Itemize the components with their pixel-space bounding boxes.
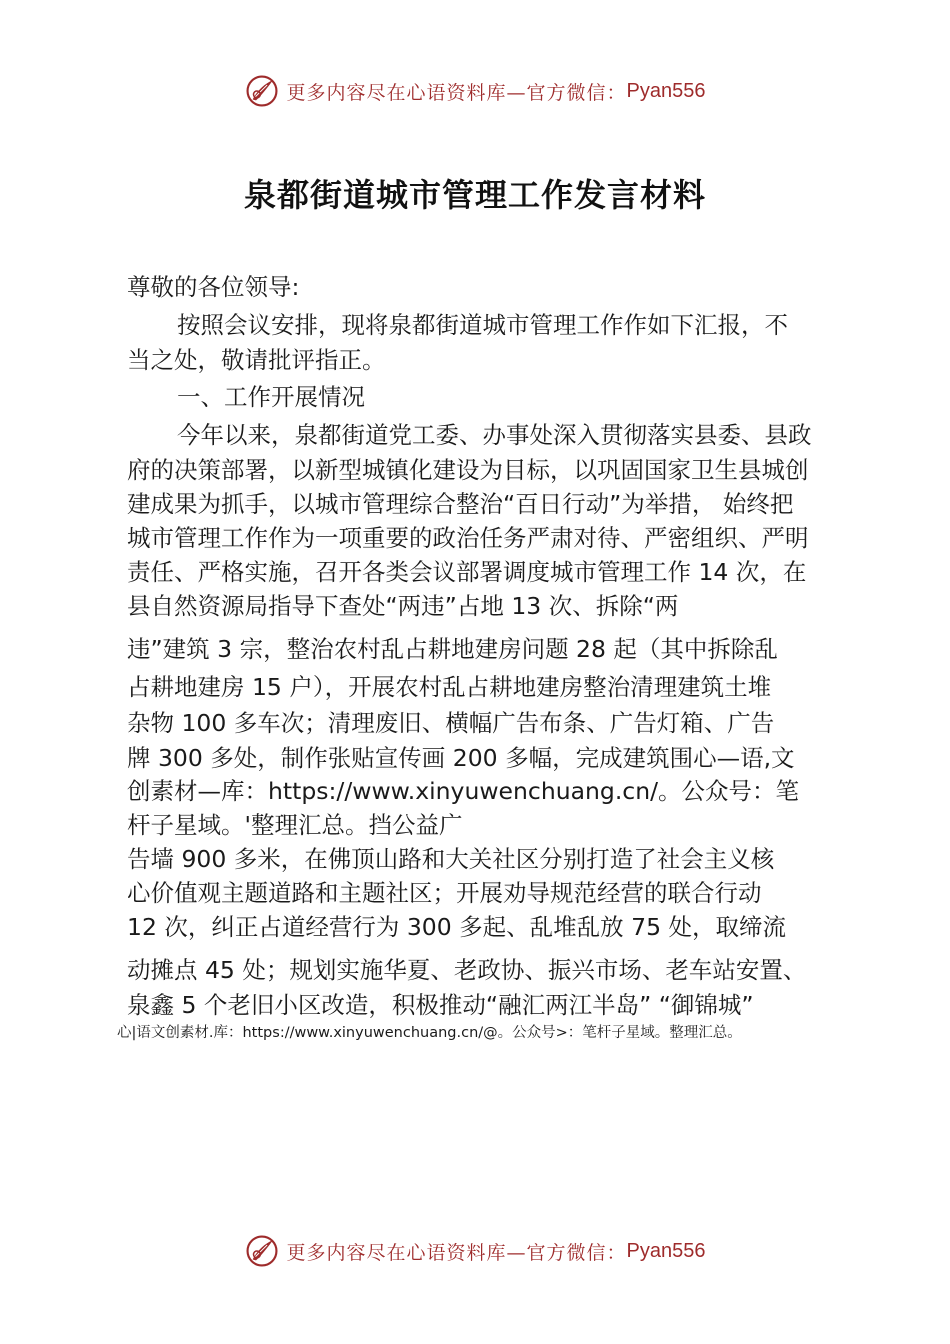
banner-wechat-id: Pyan556 <box>626 1239 706 1262</box>
body-line: 责任、严格实施，召开各类会议部署调度城市管理工作 14 次，在 <box>127 558 807 586</box>
body-line: 今年以来，泉都街道党工委、办事处深入贯彻落实县委、县政 <box>177 421 812 449</box>
section-heading: 一、工作开展情况 <box>177 383 365 411</box>
body-line: 城市管理工作作为一项重要的政治任务严肃对待、严密组织、严明 <box>127 524 809 552</box>
banner-wechat-id: Pyan556 <box>626 79 706 102</box>
source-note: 心|语文创素材.库：https://www.xinyuwenchuang.cn/@。公众号>：笔杆子星域。整理汇总。 <box>117 1025 742 1041</box>
body-line: 占耕地建房 15 户），开展农村乱占耕地建房整治清理建筑土堆 <box>127 673 772 701</box>
header-banner <box>0 74 950 108</box>
body-line: 创素材—库：https://www.xinyuwenchuang.cn/。公众号：笔 <box>127 777 800 805</box>
body-line: 动摊点 45 处；规划实施华夏、老政协、振兴市场、老车站安置、 <box>127 956 807 984</box>
body-line: 告墙 900 多米，在佛顶山路和大关社区分别打造了社会主义核 <box>127 845 775 873</box>
body-line: 县自然资源局指导下查处“两违”占地 13 次、拆除“两 <box>127 592 679 620</box>
quill-seal-icon <box>245 74 279 108</box>
body-line: 心价值观主题道路和主题社区；开展劝导规范经营的联合行动 <box>127 879 762 907</box>
document-title: 泉都街道城市管理工作发言材料 <box>243 176 706 214</box>
banner-text: 更多内容尽在心语资料库—官方微信： <box>286 81 627 104</box>
body-line: 12 次，纠正占道经营行为 300 多起、乱堆乱放 75 处，取缔流 <box>127 913 787 941</box>
body-line: 杂物 100 多车次；清理废旧、横幅广告布条、广告灯箱、广告 <box>127 709 775 737</box>
body-line: 当之处，敬请批评指正。 <box>127 346 386 374</box>
body-line: 按照会议安排，现将泉都街道城市管理工作作如下汇报，不 <box>177 311 788 339</box>
footer-banner <box>0 1234 950 1268</box>
salutation: 尊敬的各位领导: <box>127 273 300 301</box>
body-line: 府的决策部署，以新型城镇化建设为目标，以巩固国家卫生县城创 <box>127 456 809 484</box>
body-line: 违”建筑 3 宗，整治农村乱占耕地建房问题 28 起（其中拆除乱 <box>127 635 778 663</box>
body-line: 泉鑫 5 个老旧小区改造，积极推动“融汇两江半岛” “御锦城” <box>127 991 754 1019</box>
body-line: 牌 300 多处，制作张贴宣传画 200 多幅，完成建筑围心—语,文 <box>127 744 795 772</box>
banner-text: 更多内容尽在心语资料库—官方微信： <box>286 1241 627 1264</box>
quill-seal-icon <box>245 1234 279 1268</box>
body-line: 杆子星域。'整理汇总。挡公益广 <box>127 811 463 839</box>
body-line: 建成果为抓手，以城市管理综合整治“百日行动”为举措， 始终把 <box>127 490 794 518</box>
